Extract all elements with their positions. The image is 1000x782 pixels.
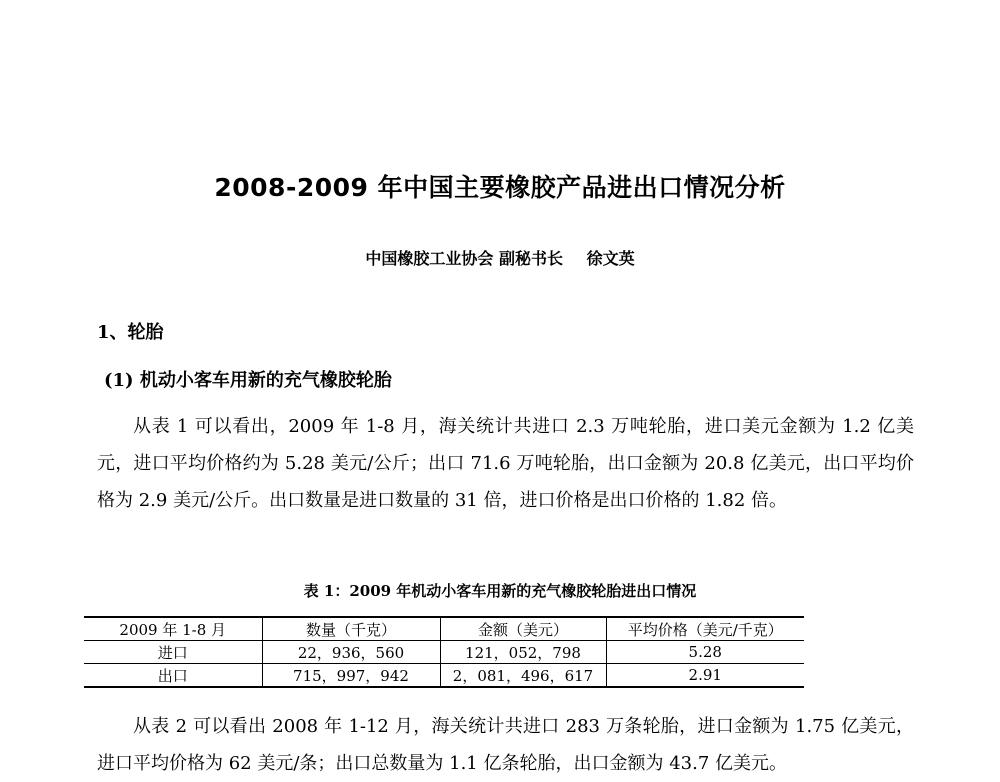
table-row [84,664,804,688]
author-name: 徐文英 [586,249,635,268]
author-org-role: 中国橡胶工业协会 副秘书长 [365,249,563,268]
table-cell: 进口 [84,641,262,664]
section-heading: 1、轮胎 [97,322,164,343]
table-header-cell: 2009 年 1-8 月 [84,617,262,641]
subsection-heading: (1) 机动小客车用新的充气橡胶轮胎 [104,370,392,391]
table-cell: 2.91 [606,664,804,688]
table-cell: 5.28 [606,641,804,664]
paragraph-2: 从表 2 可以看出 2008 年 1-12 月，海关统计共进口 283 万条轮胎，进口金额为 1.75 亿美元，进口平均价格为 62 美元/条；出口总数量为 1.1 亿条轮胎，出口金额为 43.7 亿美元。 [97,716,914,774]
table-header-cell: 数量（千克） [262,617,440,641]
table-header-cell: 平均价格（美元/千克） [606,617,804,641]
table-cell: 22，936，560 [262,641,440,664]
table-caption: 表 1：2009 年机动小客车用新的充气橡胶轮胎进出口情况 [303,582,697,600]
document-title: 2008-2009 年中国主要橡胶产品进出口情况分析 [214,173,786,202]
data-table [84,616,804,688]
author-line [0,246,1000,269]
table-cell: 121，052，798 [440,641,606,664]
table-row [84,641,804,664]
table-cell: 出口 [84,664,262,688]
table-header-row [84,617,804,641]
paragraph-1: 从表 1 可以看出，2009 年 1-8 月，海关统计共进口 2.3 万吨轮胎，进口美元金额为 1.2 亿美元，进口平均价格约为 5.28 美元/公斤；出口 71.6 万吨轮胎，出口金额为 20.8 亿美元，出口平均价格为 2.9 美元/公斤。出口数量是进口数量的 31 倍，进口价格是出口价格的 1.82 倍。 [97,416,914,511]
table-cell: 2，081，496，617 [440,664,606,688]
table-cell: 715，997，942 [262,664,440,688]
table-header-cell: 金额（美元） [440,617,606,641]
